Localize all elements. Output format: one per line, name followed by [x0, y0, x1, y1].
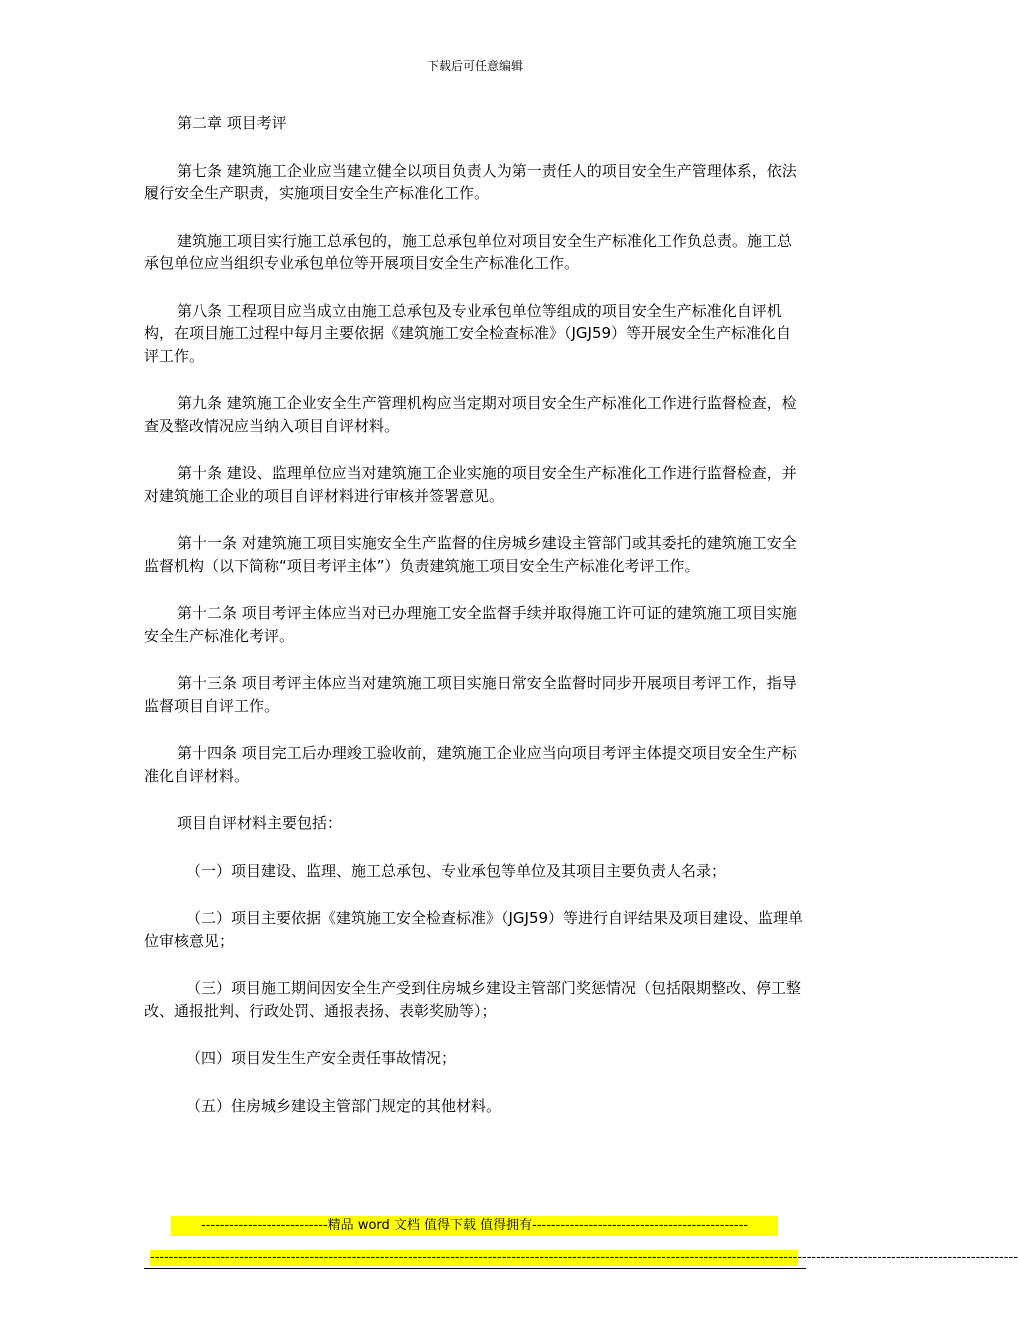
article-8: 第八条 工程项目应当成立由施工总承包及专业承包单位等组成的项目安全生产标准化自评机构，在项目施工过程中每月主要依据《建筑施工安全检查标准》（JGJ59）等开展安全生产标准化自评工作。: [144, 301, 792, 365]
materials-intro: 项目自评材料主要包括：: [177, 814, 343, 832]
list-item-4: （四）项目发生生产安全责任事故情况；: [186, 1049, 457, 1067]
list-item-5: （五）住房城乡建设主管部门规定的其他材料。: [186, 1096, 502, 1115]
list-item-1: （一）项目建设、监理、施工总承包、专业承包等单位及其项目主要负责人名录；: [186, 861, 727, 880]
list-item-3: （三）项目施工期间因安全生产受到住房城乡建设主管部门奖惩情况（包括限期整改、停工整改、通报批判、行政处罚、通报表扬、表彰奖励等）；: [144, 979, 802, 1020]
footer-rule: [144, 1268, 806, 1269]
footer-highlight-banner: ---------------------------精品 word 文档 值得下载 值得拥有----------------------------------------------: [171, 1216, 778, 1236]
footer-highlight-dashes: -----------------------------------------------------------------------------------------------------------------------------------------------------------------------------------------: [150, 1250, 1018, 1265]
article-7-paragraph-2: 建筑施工项目实行施工总承包的，施工总承包单位对项目安全生产标准化工作负总责。施工总承包单位应当组织专业承包单位等开展项目安全生产标准化工作。: [144, 231, 793, 272]
header-note: 下载后可任意编辑: [426, 59, 523, 73]
article-10: 第十条 建设、监理单位应当对建筑施工企业实施的项目安全生产标准化工作进行监督检查，并对建筑施工企业的项目自评材料进行审核并签署意见。: [144, 464, 797, 505]
article-12: 第十二条 项目考评主体应当对已办理施工安全监督手续并取得施工许可证的建筑施工项目实施安全生产标准化考评。: [144, 604, 797, 645]
chapter-title: 第二章 项目考评: [177, 114, 287, 132]
article-9: 第九条 建筑施工企业安全生产管理机构应当定期对项目安全生产标准化工作进行监督检查，检查及整改情况应当纳入项目自评材料。: [144, 394, 797, 435]
list-item-2: （二）项目主要依据《建筑施工安全检查标准》（JGJ59）等进行自评结果及项目建设、监理单位审核意见；: [144, 909, 804, 950]
document-body: [144, 112, 806, 1142]
article-13: 第十三条 项目考评主体应当对建筑施工项目实施日常安全监督时同步开展项目考评工作，指导监督项目自评工作。: [144, 674, 797, 715]
article-14: 第十四条 项目完工后办理竣工验收前，建筑施工企业应当向项目考评主体提交项目安全生产标准化自评材料。: [144, 744, 797, 785]
article-7: 第七条 建筑施工企业应当建立健全以项目负责人为第一责任人的项目安全生产管理体系，依法履行安全生产职责，实施项目安全生产标准化工作。: [144, 161, 797, 202]
article-11: 第十一条 对建筑施工项目实施安全生产监督的住房城乡建设主管部门或其委托的建筑施工安全监督机构（以下简称“项目考评主体”）负责建筑施工项目安全生产标准化考评工作。: [144, 534, 797, 575]
